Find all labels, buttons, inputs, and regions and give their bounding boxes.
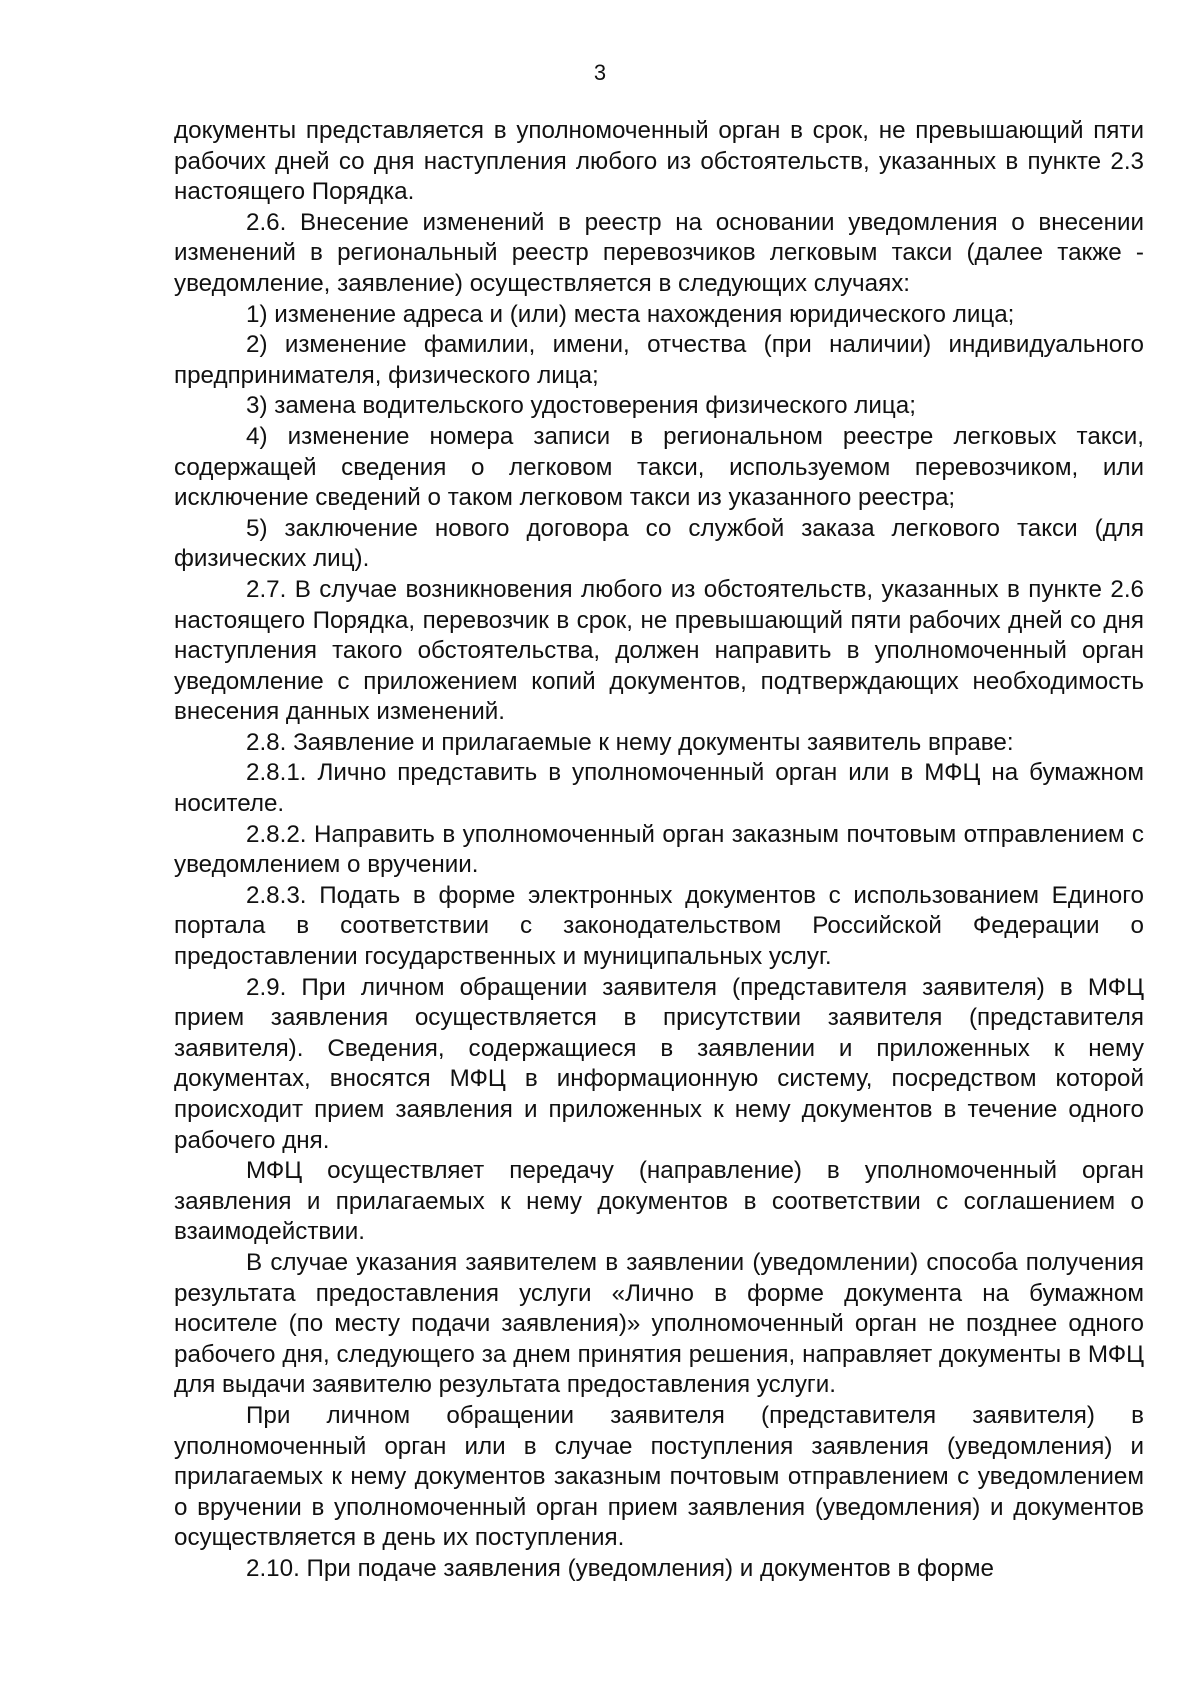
paragraph-2-9: 2.9. При личном обращении заявителя (представителя заявителя) в МФЦ прием заявления осуществляется в присутствии заявителя (представителя заявителя). Сведения, содержащиеся в заявлении и приложенных к нему документах, вносятся МФЦ в информационную систему, посредством которой происходит прием заявления и приложенных к нему документов в течение одного рабочего дня. bbox=[174, 973, 1144, 1154]
paragraph-personal-appeal: При личном обращении заявителя (представителя заявителя) в уполномоченный орган или в случае поступления заявления (уведомления) и прилагаемых к нему документов заказным почтовым отправлением с уведомлением о вручении в уполномоченный орган прием заявления (уведомления) и документов осуществляется в день их поступления. bbox=[174, 1401, 1144, 1552]
paragraph-2-8-3: 2.8.3. Подать в форме электронных документов с использованием Единого портала в соответствии с законодательством Российской Федерации о предоставлении государственных и муниципальных услуг. bbox=[174, 881, 1144, 971]
paragraph-continuation: документы представляется в уполномоченный орган в срок, не превышающий пяти рабочих дней со дня наступления любого из обстоятельств, указанных в пункте 2.3 настоящего Порядка. bbox=[174, 117, 1144, 206]
paragraph-mfc-transfer: МФЦ осуществляет передачу (направление) в уполномоченный орган заявления и прилагаемых к нему документов в соответствии с соглашением о взаимодействии. bbox=[174, 1157, 1144, 1246]
paragraph-2-8-1: 2.8.1. Лично представить в уполномоченный орган или в МФЦ на бумажном носителе. bbox=[174, 759, 1144, 818]
list-item-1: 1) изменение адреса и (или) места нахождения юридического лица; bbox=[246, 300, 1015, 328]
paragraph-2-6: 2.6. Внесение изменений в реестр на основании уведомления о внесении изменений в региональный реестр перевозчиков легковым такси (далее также - уведомление, заявление) осуществляется в следующих случаях: bbox=[174, 208, 1144, 297]
paragraph-2-8: 2.8. Заявление и прилагаемые к нему документы заявитель вправе: bbox=[246, 728, 1014, 756]
paragraph-2-8-2: 2.8.2. Направить в уполномоченный орган заказным почтовым отправлением с уведомлением о вручении. bbox=[174, 820, 1144, 879]
list-item-5: 5) заключение нового договора со службой заказа легкового такси (для физических лиц). bbox=[174, 514, 1144, 573]
list-item-3: 3) замена водительского удостоверения физического лица; bbox=[246, 392, 916, 420]
list-item-4: 4) изменение номера записи в региональном реестре легковых такси, содержащей сведения о легковом такси, используемом перевозчиком, или исключение сведений о таком легковом такси из указанного реестра; bbox=[174, 422, 1144, 512]
document-body bbox=[174, 116, 1144, 1585]
paragraph-result-method: В случае указания заявителем в заявлении (уведомлении) способа получения результата предоставления услуги «Лично в форме документа на бумажном носителе (по месту подачи заявления)» уполномоченный орган не позднее одного рабочего дня, следующего за днем принятия решения, направляет документы в МФЦ для выдачи заявителю результата предоставления услуги. bbox=[174, 1248, 1144, 1399]
list-item-2: 2) изменение фамилии, имени, отчества (при наличии) индивидуального предпринимателя, физического лица; bbox=[174, 331, 1144, 389]
paragraph-2-7: 2.7. В случае возникновения любого из обстоятельств, указанных в пункте 2.6 настоящего Порядка, перевозчик в срок, не превышающий пяти рабочих дней со дня наступления такого обстоятельства, должен направить в уполномоченный орган уведомление с приложением копий документов, подтверждающих необходимость внесения данных изменений. bbox=[174, 575, 1144, 726]
page-number: 3 bbox=[593, 60, 607, 85]
paragraph-2-10: 2.10. При подаче заявления (уведомления) и документов в форме bbox=[246, 1554, 994, 1582]
